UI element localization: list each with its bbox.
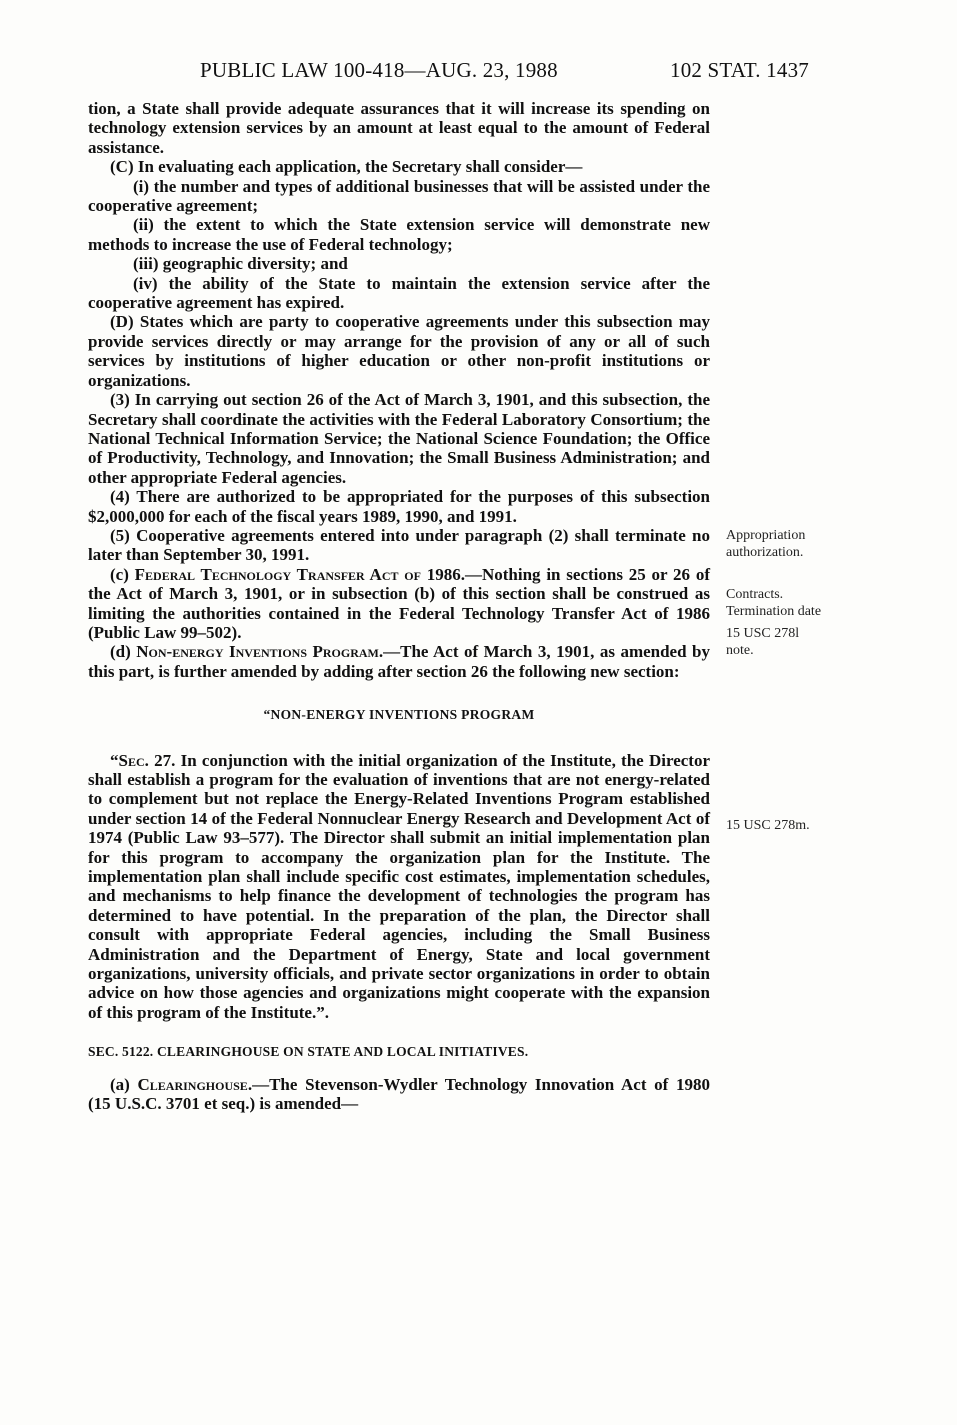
paragraph: (D) States which are party to cooperative agreements under this subsection may provide services directly or may arrange for the provision of any or all of such services by institutions of higher education or other non-profit institutions or organizations. — [88, 312, 710, 390]
paragraph-lead: (a) — [110, 1074, 138, 1094]
paragraph: (3) In carrying out section 26 of the Act of March 3, 1901, and this subsection, the Secretary shall coordinate the activities with the Federal Laboratory Consortium; the National Technical Information Service; the National Science Foundation; the Office of Productivity, Technology, and Innovation; the Small Business Administration; and other appropriate Federal agencies. — [88, 390, 710, 487]
margin-note-line: 15 USC 278l — [726, 626, 800, 641]
paragraph: tion, a State shall provide adequate assurances that it will increase its spending on technology extension services by an amount at least equal to the amount of Federal assistance. — [88, 99, 710, 157]
subsection-title: Clearinghouse. — [137, 1074, 253, 1094]
paragraph-lead: (d) — [110, 642, 137, 662]
paragraph-body: In conjunction with the initial organization of the Institute, the Director shall establish a program for the evaluation of inventions that are not energy-related to complement but not replace the Energy-Related Inventions Program established under section 14 of the Federal Nonnuclear Energy Research and Development Act of 1974 (Public Law 93–577). The Director shall submit an initial implementation plan for this program to accompany the organization plan for the Institute. The implementation plan shall include specific cost estimates, implementation schedules, and mechanisms to help finance the development of technologies the program has determined to have potential. In the preparation of the plan, the Director shall consult with appropriate Federal agencies, including the Small Business Administration and the Department of Energy, State and local government organizations, university officials, and private sector organizations in order to obtain advice on how those agencies and organizations might cooperate with the expansion of this program of the Institute.”. — [88, 750, 710, 1022]
subsection-title: Non-energy Inventions Program. — [136, 642, 384, 662]
margin-note-line: Appropriation — [726, 528, 806, 543]
list-item: (ii) the extent to which the State extension service will demonstrate new methods to increase the use of Federal technology; — [88, 215, 710, 254]
subsection-title: Federal Technology Transfer Act of 1986. — [134, 564, 465, 584]
paragraph — [88, 1075, 710, 1114]
paragraph — [88, 642, 710, 681]
margin-note-usc-278l — [726, 625, 854, 659]
margin-note-line: Termination date — [726, 604, 822, 619]
margin-note-appropriation — [726, 527, 854, 561]
paragraph-body: —Nothing in sections 25 or 26 of the Act of March 3, 1901, or in subsection (b) of this section shall be construed as limiting the authorities contained in the Federal Technology Transfer Act of 1986 (Public Law 99–502). — [88, 564, 710, 642]
list-item: (iv) the ability of the State to maintain the extension service after the cooperative agreement has expired. — [88, 273, 710, 313]
paragraph-body: —The Stevenson-Wydler Technology Innovation Act of 1980 (15 U.S.C. 3701 et seq.) is amended— — [88, 1074, 711, 1114]
paragraph — [88, 565, 710, 643]
header-law-citation: PUBLIC LAW 100-418—AUG. 23, 1988 — [200, 58, 558, 82]
margin-note-line: note. — [726, 643, 754, 658]
margin-note-line: 15 USC 278m. — [726, 818, 810, 833]
list-item: (i) the number and types of additional businesses that will be assisted under the cooperative agreement; — [88, 176, 710, 216]
body-text — [88, 99, 710, 1114]
paragraph: (5) Cooperative agreements entered into under paragraph (2) shall terminate no later than September 30, 1991. — [88, 525, 710, 565]
paragraph: (C) In evaluating each application, the Secretary shall consider— — [110, 157, 583, 177]
margin-note-contracts — [726, 586, 854, 620]
paragraph — [88, 751, 710, 1023]
section-title: SEC. 5122. CLEARINGHOUSE ON STATE AND LOCAL INITIATIVES. — [88, 1044, 529, 1060]
section-heading: “NON-ENERGY INVENTIONS PROGRAM — [263, 707, 535, 723]
header-stat-page: 102 STAT. 1437 — [670, 58, 809, 82]
section-number: “Sec. 27. — [110, 750, 176, 770]
paragraph-lead: (c) — [110, 564, 135, 584]
paragraph: (4) There are authorized to be appropriated for the purposes of this subsection $2,000,000 for each of the fiscal years 1989, 1990, and 1991. — [88, 487, 710, 526]
margin-note-line: authorization. — [726, 545, 804, 560]
list-item: (iii) geographic diversity; and — [133, 254, 348, 274]
margin-note-usc-278m — [726, 817, 854, 834]
paragraph-body: —The Act of March 3, 1901, as amended by this part, is further amended by adding after section 26 the following new section: — [88, 642, 710, 681]
margin-note-line: Contracts. — [726, 587, 784, 602]
